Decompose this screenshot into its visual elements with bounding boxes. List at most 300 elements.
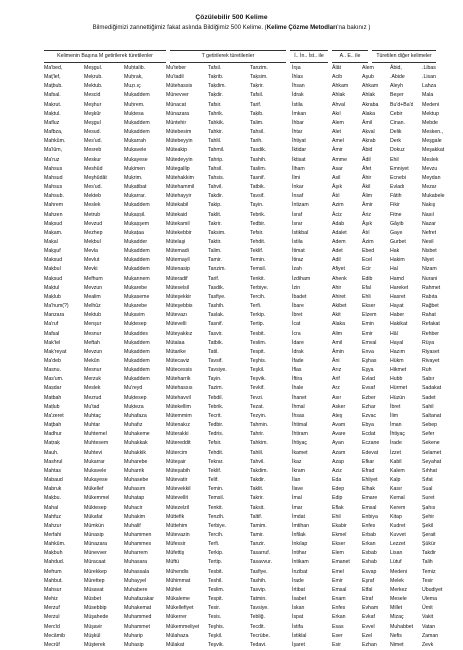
word-cell: Enbiya <box>362 513 378 520</box>
word-cell: Muharebe <box>124 458 148 465</box>
word-cell: Merzuk <box>84 376 102 383</box>
page-title: Çözülebilir 500 Kelime <box>195 14 268 21</box>
word-cell: Mütebeyyin <box>166 138 193 145</box>
word-cell: Mevzun <box>84 348 103 355</box>
word-cell: Mu'tadil <box>166 74 184 81</box>
word-cell: Emin <box>362 321 374 328</box>
word-cell: Emir <box>332 577 343 584</box>
word-cell: Mes'ud. <box>84 138 103 145</box>
word-cell: Maḳlub <box>44 293 61 300</box>
column-other-2 <box>422 64 445 650</box>
word-cell: İstila <box>292 238 303 245</box>
word-cell: Mescid <box>84 92 101 99</box>
word-cell: Tazim. <box>208 385 223 392</box>
word-cell: Muḳaddem <box>124 257 150 264</box>
word-cell: Mükerrer <box>166 614 187 621</box>
word-cell: Mu'reyd <box>124 385 143 392</box>
word-cell: İhtar <box>292 129 303 136</box>
word-cell: Merzuf <box>44 605 60 612</box>
word-cell: Mukavele <box>84 467 107 474</box>
word-cell: Taltif. <box>250 513 263 520</box>
word-cell: Emniyet <box>390 165 409 172</box>
word-cell: .Lisan <box>422 74 436 81</box>
word-cell: Sahil <box>422 403 434 410</box>
word-cell: Hak <box>390 248 400 255</box>
word-cell: Muẓı.ıç <box>124 83 141 90</box>
word-cell: Muḳaṭaa <box>124 229 144 236</box>
word-cell: Maḳşuf <box>44 248 61 255</box>
word-cell: Muḳarrah <box>124 138 146 145</box>
word-cell: Teşhis. <box>250 358 267 364</box>
word-cell: Teklif. <box>250 248 264 255</box>
word-cell: Afiyet <box>332 266 345 273</box>
word-cell: Âni <box>332 358 340 364</box>
word-cell: Muḳaddem <box>124 358 150 364</box>
word-cell: Tasfiye. <box>250 568 268 575</box>
word-cell: Mühimmat <box>166 577 191 584</box>
word-cell: Maḳbul <box>44 266 61 273</box>
word-cell: Edep <box>332 486 345 493</box>
word-cell: Ecel <box>362 257 373 264</box>
word-cell: Tamir. <box>208 257 222 264</box>
word-cell: Melhûz <box>84 303 101 310</box>
word-cell: Merzul <box>44 614 60 621</box>
word-cell: Hakikat <box>390 321 408 328</box>
word-cell: Sual <box>422 486 433 493</box>
word-cell: Tahrik. <box>208 110 224 117</box>
word-cell: Mevzud <box>84 220 103 227</box>
word-cell: Mahsur <box>44 586 62 593</box>
word-cell: Teslim. <box>208 586 225 593</box>
word-cell: Taḳrir. <box>250 83 264 90</box>
word-cell: Tatbik. <box>208 339 223 346</box>
word-cell: Mas'um. <box>44 376 64 383</box>
word-cell: Muḳannem <box>124 275 150 282</box>
word-cell: Fikir <box>390 202 400 209</box>
word-cell: Mebde <box>422 119 438 126</box>
word-cell: Rahat <box>422 312 436 319</box>
word-cell: Âmil <box>362 119 373 126</box>
word-cell: Ehil <box>332 513 341 520</box>
word-cell: Muhammes <box>124 541 152 548</box>
word-cell: İdare <box>292 339 304 346</box>
word-cell: Muhakkik <box>124 449 146 456</box>
word-cell: İmkan <box>292 110 307 117</box>
word-cell: Maksud <box>44 257 63 264</box>
word-cell: Taḳib. <box>250 110 264 117</box>
word-cell: Mütebesim <box>166 129 192 136</box>
word-cell: Mütemayil <box>166 257 190 264</box>
word-cell: Mezrud <box>84 394 102 401</box>
word-cell: Mesken., <box>422 129 444 136</box>
word-cell: Taklit. <box>208 211 222 218</box>
word-cell: Mahfuz <box>44 513 62 520</box>
word-cell: Ehli <box>362 293 371 300</box>
word-cell: Zaman <box>422 632 439 639</box>
word-cell: Temsil. <box>250 266 267 273</box>
word-cell: Tedbir. <box>250 220 266 227</box>
word-cell: Muhacir <box>124 504 143 511</box>
word-cell: Muḳaddes <box>124 330 148 337</box>
word-cell: Ahenk <box>332 275 347 282</box>
word-cell: Edib <box>362 275 373 282</box>
word-cell: Ahkam <box>332 83 349 90</box>
word-cell: Muhabbet <box>390 623 414 630</box>
word-cell: Tatil. <box>208 348 219 355</box>
word-cell: Refakat <box>422 321 440 328</box>
word-cell: Muḳavim <box>124 312 145 319</box>
word-cell: Meshûd <box>84 165 103 172</box>
word-cell: Aziz <box>332 467 342 474</box>
word-cell: Ebed <box>362 248 375 255</box>
word-cell: Emel <box>332 568 344 575</box>
word-cell: Sıfat <box>422 477 433 484</box>
word-cell: İlan <box>292 477 301 484</box>
word-cell: Tezat. <box>250 403 264 410</box>
word-cell: Muhabere <box>124 586 148 593</box>
word-cell: Muhakeme <box>124 431 150 438</box>
word-cell: Mukarrar <box>84 458 105 465</box>
word-cell: Ezber <box>362 394 376 401</box>
word-cell: Mezhep <box>84 229 103 236</box>
word-cell: Mütevellit <box>166 495 188 502</box>
word-cell: Mektub. <box>84 83 103 90</box>
word-cell: Tertip. <box>250 321 265 328</box>
word-cell: Mafbza, <box>44 129 63 136</box>
word-cell: Tarif. <box>208 275 220 282</box>
word-cell: Tezyin. <box>250 412 267 419</box>
word-cell: Müteyakkız <box>166 330 193 337</box>
word-cell: İskan <box>292 605 305 612</box>
word-cell: İmal <box>292 495 302 502</box>
word-cell: Tafsil. <box>250 92 264 99</box>
word-cell: Tehdit. <box>208 449 224 456</box>
word-cell: Takrir. <box>250 495 264 502</box>
word-cell: Mak'tel <box>44 339 61 346</box>
word-cell: Emare <box>362 495 378 502</box>
word-cell: Nimet <box>390 641 404 648</box>
word-cell: Tasfiye. <box>208 293 226 300</box>
word-cell: Ahlak <box>332 92 345 99</box>
word-cell: Âkil <box>362 184 371 191</box>
word-cell: Tenkit. <box>208 504 223 511</box>
word-cell: Hayat <box>390 303 404 310</box>
word-cell: Kalp <box>390 477 401 484</box>
word-cell: Mealim <box>84 293 101 300</box>
word-cell: Muḳaseme <box>124 293 150 300</box>
word-cell: Muḳrim. <box>124 174 143 181</box>
word-cell: Mütevatir <box>166 477 188 484</box>
word-cell: İnzibat <box>292 568 308 575</box>
word-cell: Acib <box>332 74 343 81</box>
column-t-2 <box>250 64 272 650</box>
word-cell: Tasavvur. <box>250 559 272 566</box>
word-cell: Âdil <box>362 156 371 163</box>
word-cell: Azap <box>332 458 344 465</box>
word-cell: Tebliğ. <box>250 614 265 621</box>
word-cell: Tercih. <box>250 293 266 300</box>
word-cell: Hareket <box>390 284 409 291</box>
word-cell: Mahbut. <box>44 577 63 584</box>
word-cell: Mukabele <box>422 193 445 200</box>
word-cell: Mühlet <box>166 586 182 593</box>
word-cell: Muhalif <box>124 522 141 529</box>
word-cell: Mütehayyir <box>166 193 192 200</box>
word-cell: Tebdil. <box>208 394 223 401</box>
word-cell: Teşkil. <box>208 632 223 639</box>
word-cell: Müsbet <box>84 596 102 603</box>
word-cell: Mashrul <box>44 458 63 465</box>
word-cell: Meşgul. <box>84 65 103 71</box>
word-cell: Matbah <box>44 394 62 401</box>
word-cell: Temiz <box>422 568 436 575</box>
word-cell: Mütezelzil <box>166 504 190 511</box>
word-cell: Müşahede <box>84 614 109 621</box>
word-cell: Elem <box>332 550 344 557</box>
word-cell: İnsaf <box>292 193 304 200</box>
word-cell: Amil <box>332 339 343 346</box>
word-cell: İhtiyaç <box>292 440 307 447</box>
word-cell: Teshil. <box>208 577 223 584</box>
word-cell: Gurbet <box>390 238 406 245</box>
word-cell: .Libas <box>422 65 436 71</box>
word-cell: Takdim. <box>250 467 268 474</box>
word-cell: Rehber <box>422 330 440 337</box>
word-cell: Sekene <box>422 440 440 447</box>
word-cell: Ma'zeret <box>44 412 64 419</box>
word-cell: Evham <box>362 605 379 612</box>
word-cell: Âtıl <box>362 229 370 236</box>
word-cell: Alem <box>332 119 344 126</box>
word-cell: Mektub <box>84 312 102 319</box>
word-cell: Adil <box>332 257 341 264</box>
word-cell: İkaz <box>292 458 302 465</box>
word-cell: Mevzun <box>84 284 103 291</box>
word-cell: Mütecaviz <box>166 358 190 364</box>
word-cell: Elhak <box>362 486 375 493</box>
word-cell: Hamd <box>390 275 404 282</box>
word-cell: Mevla <box>84 248 98 255</box>
word-cell: İlham <box>292 165 305 172</box>
word-cell: Madhur <box>44 431 62 438</box>
word-cell: Nisbet <box>422 248 437 255</box>
word-cell: Teslim. <box>250 339 267 346</box>
word-cell: Tedavi. <box>250 641 267 648</box>
word-cell: Meşgul <box>84 119 101 126</box>
word-cell: Millet <box>390 605 403 612</box>
word-cell: Nazar <box>422 220 436 227</box>
word-cell: Muḳaddem <box>124 119 150 126</box>
word-cell: Tafsir. <box>208 101 222 108</box>
word-cell: Mahzur <box>44 522 62 529</box>
word-cell: Mecrûf <box>44 641 60 648</box>
word-cell: İbadet <box>292 293 307 300</box>
word-cell: Takdir. <box>250 477 265 484</box>
word-cell: Merkez <box>390 586 408 593</box>
word-cell: Rağbet <box>422 303 439 310</box>
word-cell: Muhtar <box>84 422 101 429</box>
word-cell: Ma'ruf <box>44 321 59 328</box>
word-cell: İstifa <box>292 623 303 630</box>
word-cell: Talih <box>422 559 433 566</box>
word-cell: Sadakat <box>422 385 442 392</box>
word-cell: Ecnebi <box>390 174 406 181</box>
word-cell: Müşterek <box>84 641 106 648</box>
word-cell: Mütarike <box>166 348 186 355</box>
column-m-3 <box>124 64 154 650</box>
word-cell: Aleyh <box>390 83 403 90</box>
word-cell: İrşa <box>292 65 301 71</box>
word-cell: Tedbir. <box>208 422 224 429</box>
word-cell: Mu'teber <box>166 65 187 71</box>
word-cell: Terfi. <box>250 303 262 310</box>
word-cell: Eşraf <box>362 577 375 584</box>
word-cell: Tespit. <box>208 596 223 603</box>
word-cell: Muḳaddem <box>124 92 150 99</box>
word-cell: Muḥrem. <box>124 101 145 108</box>
word-cell: Hâl <box>390 330 398 337</box>
word-cell: Mahsud <box>44 174 63 181</box>
word-cell: Mütalaa <box>166 339 185 346</box>
word-cell: Mauh. <box>44 449 59 456</box>
word-cell: Muhakemat <box>124 605 152 612</box>
word-cell: Muhafız <box>124 422 143 429</box>
header-m-prefix: Kelimenin Başına M getirilerek türetilenler <box>44 50 166 63</box>
word-cell: Muḥrak, <box>124 74 143 81</box>
word-cell: Mesud. <box>84 129 102 136</box>
word-cell: Evkaf <box>362 614 375 621</box>
word-cell: Mektup <box>422 110 440 117</box>
word-cell: Şükür <box>422 541 436 548</box>
word-cell: Mafsal <box>44 330 60 337</box>
word-cell: Tesis. <box>208 614 222 621</box>
word-cell: Evladı <box>390 184 405 191</box>
word-cell: Maḳsud <box>44 275 63 282</box>
word-cell: Tarih. <box>250 138 263 145</box>
word-cell: Mütehassıs <box>166 385 193 392</box>
word-cell: Muhafaza <box>124 412 147 419</box>
word-cell: Müteselsil <box>166 284 190 291</box>
word-cell: Müracaat <box>84 559 106 566</box>
word-cell: Maḳal <box>44 238 58 245</box>
word-cell: Muhtesem <box>84 440 109 447</box>
word-cell: Mala <box>422 92 434 99</box>
word-cell: Müktesep <box>84 504 107 511</box>
word-cell: Muhammen <box>124 531 152 538</box>
word-cell: Mütemmim <box>166 412 192 419</box>
word-cell: Ahiret <box>332 293 346 300</box>
word-cell: Emval <box>362 339 377 346</box>
word-cell: Tashih. <box>208 303 225 310</box>
word-cell: Nakış <box>422 202 436 209</box>
word-cell: Adem <box>332 238 346 245</box>
word-cell: Meslek <box>84 202 101 209</box>
word-cell: Mahdud. <box>44 559 65 566</box>
word-cell: Tanzir. <box>250 541 265 548</box>
word-cell: İhtiyat <box>292 138 306 145</box>
word-cell: Mürettep <box>84 577 105 584</box>
word-cell: Âzim <box>362 238 374 245</box>
word-cell: İhlas <box>292 74 303 81</box>
word-cell: Eczane <box>362 440 380 447</box>
word-cell: İktidar <box>292 147 307 154</box>
word-cell: Muḳarrar. <box>124 193 146 200</box>
word-cell: Alem <box>362 65 374 71</box>
word-cell: İsraf <box>292 211 303 218</box>
word-cell: Maţbub. <box>44 83 63 90</box>
word-cell: İmtihan <box>292 522 310 529</box>
word-cell: Teşvik. <box>250 376 266 383</box>
word-cell: Maḳ'reyat <box>44 348 67 355</box>
word-cell: Muhammed <box>124 614 152 621</box>
word-cell: Mütekaid <box>166 211 188 218</box>
word-cell: Muḳaddem <box>124 129 150 136</box>
word-cell: Eşya <box>362 367 374 374</box>
word-cell: Münasip <box>84 531 104 538</box>
word-cell: Ma'deb <box>44 358 61 364</box>
column-m-4 <box>166 64 199 650</box>
word-cell: Avam <box>332 422 346 429</box>
word-cell: Âhir <box>362 174 372 181</box>
word-cell: Mükemmel <box>84 495 110 502</box>
word-cell: Mütehassis <box>166 83 193 90</box>
word-cell: Akit <box>332 312 341 319</box>
word-cell: Tefsir. <box>208 440 222 447</box>
word-cell: Tesir. <box>208 605 221 612</box>
word-cell: Hazım <box>390 348 405 355</box>
word-cell: Mahal <box>44 504 59 511</box>
word-cell: Müntehir <box>166 119 187 126</box>
word-cell: Beşer <box>390 92 404 99</box>
word-cell: Muḳavele <box>124 147 147 154</box>
word-cell: Tavsif. <box>208 358 223 364</box>
word-cell: Tahmil. <box>208 147 225 154</box>
word-cell: İflas <box>292 367 302 374</box>
word-cell: Muḳaṣṣil. <box>124 211 146 218</box>
subtitle-suffix: ’na bakınız ) <box>337 24 371 31</box>
column-m-2 <box>84 64 109 650</box>
word-cell: Takdir. <box>208 193 223 200</box>
word-cell: Kitap <box>390 513 402 520</box>
word-cell: Zevk <box>422 641 434 648</box>
word-cell: Sadet <box>422 394 436 401</box>
word-cell: Mürekkep <box>84 568 107 575</box>
word-cell: Münazara <box>166 110 190 117</box>
word-cell: Ekabir <box>332 522 347 529</box>
word-cell: Muhakkak <box>124 440 148 447</box>
word-cell: Haber <box>390 312 405 319</box>
word-cell: Maḳbu. <box>44 495 62 502</box>
word-cell: İsrar <box>292 220 303 227</box>
word-cell: Muḳaddem <box>124 339 150 346</box>
word-cell: Maṣdar <box>44 385 62 392</box>
word-cell: Nefret <box>422 229 437 236</box>
word-cell: Aḳrab <box>362 138 376 145</box>
word-cell: Esvap <box>362 568 377 575</box>
word-cell: Tevkif. <box>250 385 265 392</box>
word-cell: Ubudiyet <box>422 586 443 593</box>
word-cell: Asker <box>332 403 346 410</box>
word-cell: Muharrik <box>124 467 145 474</box>
word-cell: Ruh <box>422 367 432 374</box>
word-cell: Tavsif. <box>250 193 265 200</box>
word-cell: Tatmin. <box>250 596 267 603</box>
word-cell: İmdat <box>292 513 305 520</box>
word-cell: Niyet <box>422 257 434 264</box>
word-cell: Taḳrib. <box>208 74 224 81</box>
word-cell: Mecâmib <box>44 632 66 639</box>
word-cell: Mekteb <box>84 193 102 200</box>
